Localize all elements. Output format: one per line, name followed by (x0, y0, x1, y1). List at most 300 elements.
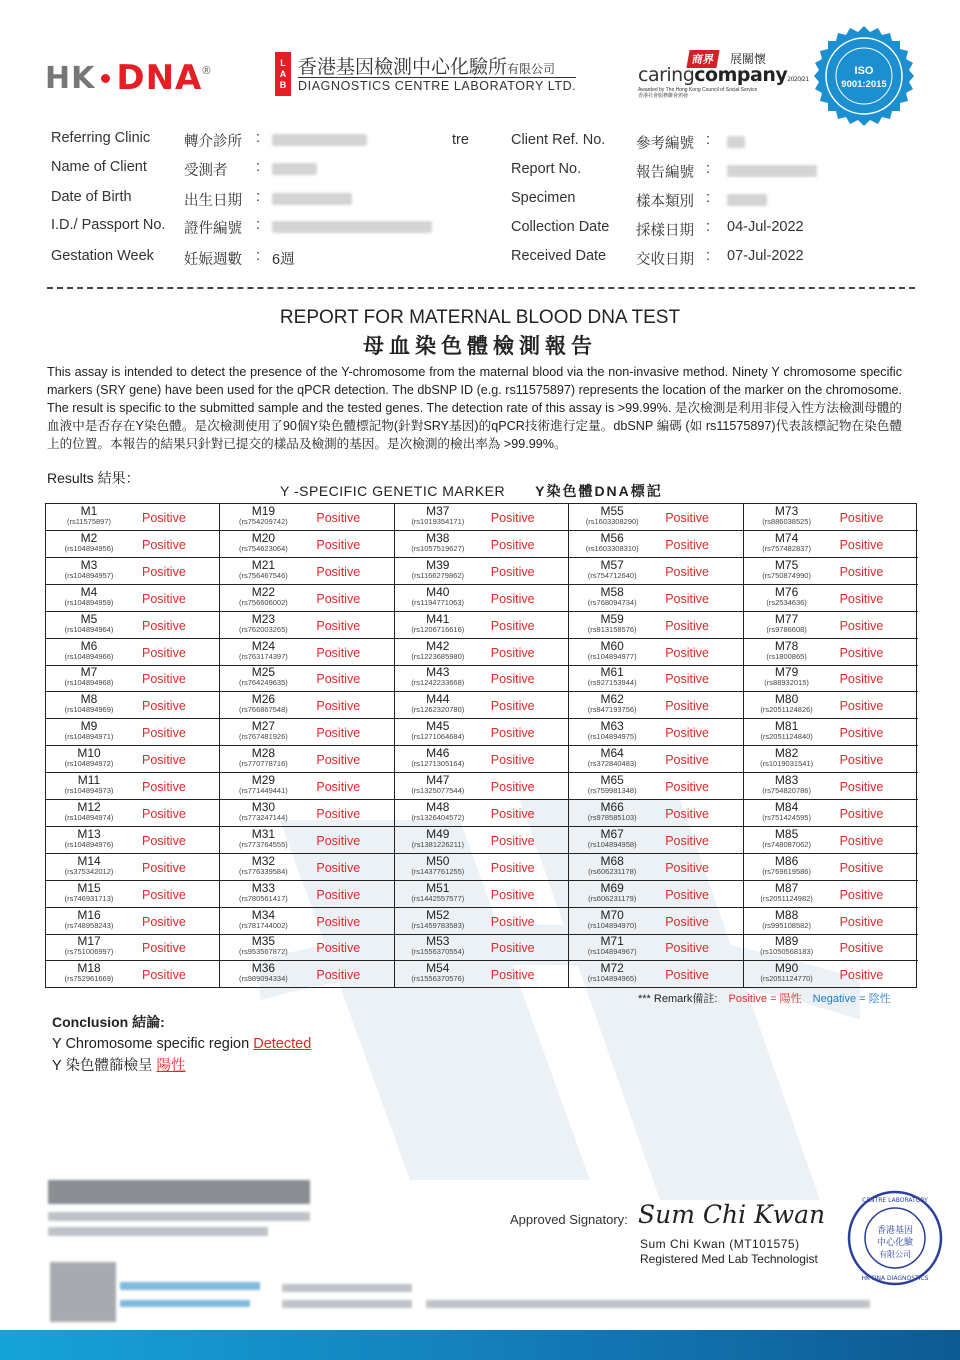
marker-dbsnp-id: (rs771449441) (238, 786, 288, 795)
marker-result: Positive (839, 726, 884, 741)
lab-tag-letter: A (279, 68, 287, 79)
received-date-value: 07-Jul-2022 (727, 248, 804, 264)
redacted-text (120, 1282, 260, 1290)
marker-id: M16 (77, 907, 101, 922)
marker-id: M28 (251, 746, 276, 761)
marker-cell (395, 773, 568, 800)
marker-result: Positive (665, 618, 709, 633)
marker-cell (569, 961, 742, 988)
marker-id: M24 (251, 638, 276, 653)
marker-id: M61 (600, 665, 624, 680)
marker-dbsnp-id: (rs759981348) (587, 786, 637, 795)
caring-badge: 商界 (686, 50, 719, 68)
lab-tag-letter: L (280, 57, 286, 68)
marker-id: M64 (600, 746, 624, 761)
marker-result: Positive (142, 591, 186, 606)
marker-dbsnp-id: (rs1271064684) (411, 732, 465, 742)
marker-result: Positive (316, 806, 361, 821)
marker-id: M53 (426, 934, 450, 949)
marker-dbsnp-id: (rs767481926) (238, 732, 288, 742)
marker-cell (744, 692, 918, 719)
marker-dbsnp-id: (rs757482837) (762, 543, 811, 553)
logo-dot (101, 74, 110, 83)
assay-description: This assay is intended to detect the presence of the Y-chromosome from the maternal blood via the non-invasive method. Ninety Y chromosome specific markers (SRY gene) have been used for the qPCR detection. The dbSNP ID (e.g. rs11575897) represents the location of the marker on the chromosome. The result is specific to the submitted sample and the tested genes. The detection rate of this assay is >99.99%. 是次檢測是利用非侵入性方法檢測母體的血液中是否存在Y染色體。是次檢測使用了90個Y染色體標記物(針對SRY基因)的qPCR技術進行定量。dbSNP 編碼 (如 rs11575897)代表該標記物在染色體上的位置。本報告的結果只針對已提交的樣品及檢測的基因。是次檢測的檢出率為 >99.99%。 (47, 365, 902, 451)
marker-result: Positive (142, 618, 186, 633)
marker-cell (569, 881, 742, 908)
marker-id: M42 (426, 638, 450, 653)
marker-result: Positive (665, 537, 709, 552)
label-cn: 採樣日期 (636, 223, 694, 239)
marker-dbsnp-id: (rs104894964) (64, 624, 114, 634)
lab-tag-letter: B (279, 79, 287, 90)
colon: : (256, 130, 261, 146)
marker-cell (220, 746, 393, 773)
marker-results-table (45, 503, 917, 988)
label-en: I.D./ Passport No. (51, 217, 166, 233)
caring-badge-text: 展關懷 (730, 52, 767, 66)
marker-id: M37 (426, 504, 450, 518)
marker-id: M88 (774, 907, 799, 922)
marker-result: Positive (665, 699, 709, 714)
marker-result: Positive (490, 537, 535, 552)
marker-cell (46, 827, 219, 854)
marker-result: Positive (839, 672, 884, 687)
marker-dbsnp-id: (rs104894965) (587, 974, 637, 984)
marker-result: Positive (839, 887, 884, 902)
marker-result: Positive (839, 564, 884, 579)
marker-dbsnp-id: (rs1223685980) (411, 651, 465, 661)
marker-dbsnp-id: (rs1057519627) (411, 543, 465, 553)
marker-cell (46, 800, 219, 827)
marker-cell (46, 773, 219, 800)
remark-positive: Positive = 陽性 (728, 993, 802, 1005)
marker-dbsnp-id: (rs372840483) (587, 759, 637, 769)
marker-cell (744, 719, 918, 746)
marker-dbsnp-id: (rs1459783583) (411, 920, 465, 930)
marker-id: M13 (77, 826, 101, 841)
marker-result: Positive (490, 645, 535, 660)
marker-cell (395, 612, 568, 639)
marker-dbsnp-id: (rs781744002) (238, 920, 288, 930)
marker-dbsnp-id: (rs2051124826) (760, 705, 813, 715)
marker-cell (395, 854, 568, 881)
marker-dbsnp-id: (rs754820786) (762, 786, 811, 795)
label-en: Date of Birth (51, 189, 132, 205)
marker-result: Positive (316, 941, 361, 956)
label-cn: 轉介診所 (184, 134, 242, 150)
marker-dbsnp-id: (rs773247144) (238, 812, 288, 822)
marker-dbsnp-id: (rs748958243) (64, 920, 114, 930)
marker-dbsnp-id: (rs1166279862) (411, 570, 464, 580)
marker-dbsnp-id: (rs1019354171) (411, 517, 465, 526)
marker-result: Positive (142, 699, 186, 714)
marker-cell (569, 746, 742, 773)
marker-cell (220, 773, 393, 800)
marker-id: M6 (80, 638, 98, 653)
marker-dbsnp-id: (rs953567872) (238, 947, 288, 957)
marker-cell (569, 908, 742, 935)
marker-result: Positive (316, 968, 361, 983)
marker-result: Positive (665, 780, 709, 794)
marker-cell (569, 558, 742, 585)
marker-id: M90 (774, 961, 799, 976)
marker-cell (395, 504, 568, 531)
marker-id: M22 (251, 584, 276, 599)
label-en: Name of Client (51, 159, 147, 175)
svg-text:CENTRE LABORATORY: CENTRE LABORATORY (862, 1197, 928, 1204)
marker-id: M35 (251, 934, 276, 949)
marker-dbsnp-id: (rs995108582) (762, 920, 811, 930)
conclusion-line-en: Y Chromosome specific region Detected (52, 1036, 312, 1052)
marker-dbsnp-id: (rs754209742) (238, 517, 288, 526)
marker-cell (46, 934, 219, 961)
marker-id: M8 (80, 692, 98, 707)
marker-result: Positive (490, 753, 535, 768)
marker-dbsnp-id: (rs1800865) (766, 651, 807, 661)
marker-cell (744, 773, 918, 800)
conclusion-line-cn: Y 染色體篩檢呈 陽性 (52, 1058, 186, 1074)
marker-dbsnp-id: (rs748087062) (762, 839, 811, 849)
marker-dbsnp-id: (rs104894977) (587, 651, 637, 661)
marker-result: Positive (142, 564, 186, 579)
caring-word: caringcompany2020/21 (638, 64, 809, 86)
colon: : (706, 161, 711, 177)
marker-cell (395, 719, 568, 746)
marker-id: M59 (600, 611, 624, 626)
label-en: Specimen (511, 190, 576, 206)
label-cn: 參考編號 (636, 136, 694, 152)
marker-result: Positive (142, 833, 186, 848)
marker-dbsnp-id: (rs104894976) (64, 839, 114, 849)
marker-id: M41 (426, 611, 450, 626)
marker-id: M29 (251, 773, 276, 787)
marker-id: M77 (774, 611, 799, 626)
redacted-text (282, 1284, 412, 1292)
marker-dbsnp-id: (rs104894972) (64, 759, 114, 769)
marker-id: M26 (251, 692, 276, 707)
marker-id: M23 (251, 611, 276, 626)
marker-result: Positive (316, 537, 361, 552)
label-en: Report No. (511, 161, 582, 177)
marker-header: Y -SPECIFIC GENETIC MARKER Y染色體DNA標記 (280, 483, 663, 499)
marker-dbsnp-id: (rs1325077544) (411, 786, 465, 795)
marker-id: M70 (600, 907, 624, 922)
iso-seal (812, 24, 916, 128)
redacted-text (120, 1300, 250, 1307)
marker-cell (744, 504, 918, 531)
marker-result: Positive (665, 511, 709, 525)
marker-result: Positive (665, 887, 709, 902)
marker-dbsnp-id: (rs762003265) (238, 624, 288, 634)
marker-dbsnp-id: (rs2051124982) (760, 893, 813, 903)
marker-result: Positive (142, 914, 186, 929)
marker-result: Positive (316, 887, 361, 902)
marker-dbsnp-id: (rs88932015) (764, 678, 809, 688)
marker-result: Positive (316, 833, 361, 848)
marker-cell (46, 558, 219, 585)
signatory-title: Registered Med Lab Technologist (640, 1252, 818, 1266)
marker-dbsnp-id: (rs769619586) (762, 866, 811, 876)
marker-result: Positive (665, 968, 709, 983)
marker-id: M74 (774, 530, 799, 545)
marker-cell (46, 746, 219, 773)
marker-result: Positive (490, 564, 535, 579)
marker-id: M34 (251, 907, 276, 922)
marker-cell (220, 934, 393, 961)
marker-result: Positive (142, 941, 186, 956)
marker-cell (220, 827, 393, 854)
marker-result: Positive (839, 591, 884, 606)
marker-id: M11 (77, 773, 101, 787)
marker-cell (46, 585, 219, 612)
marker-cell (744, 639, 918, 666)
marker-id: M75 (774, 557, 799, 572)
referring-clinic-tail: tre (452, 132, 469, 148)
marker-cell (569, 585, 742, 612)
marker-result: Positive (490, 887, 535, 902)
marker-id: M33 (251, 880, 276, 895)
redacted-value (272, 221, 432, 233)
marker-id: M51 (426, 880, 450, 895)
marker-result: Positive (142, 672, 186, 687)
marker-id: M82 (774, 746, 799, 761)
marker-cell (220, 908, 393, 935)
marker-cell (220, 531, 393, 558)
marker-cell (744, 854, 918, 881)
marker-id: M69 (600, 880, 624, 895)
marker-dbsnp-id: (rs780561417) (238, 893, 288, 903)
marker-result: Positive (839, 618, 884, 633)
marker-dbsnp-id: (rs104894970) (587, 920, 637, 930)
marker-cell (744, 746, 918, 773)
marker-result: Positive (316, 591, 361, 606)
marker-result: Positive (142, 753, 186, 768)
colon: : (706, 132, 711, 148)
marker-dbsnp-id: (rs1556370554) (411, 947, 465, 957)
redacted-text (282, 1300, 412, 1308)
marker-result: Positive (490, 618, 535, 633)
logo-dna-text: DNA (116, 58, 203, 98)
marker-id: M71 (600, 934, 624, 949)
label-en: Client Ref. No. (511, 132, 606, 148)
marker-dbsnp-id: (rs606231179) (588, 893, 637, 903)
marker-cell (395, 961, 568, 988)
marker-result: Positive (490, 780, 535, 794)
marker-dbsnp-id: (rs989094334) (238, 974, 288, 984)
marker-cell (46, 531, 219, 558)
marker-dbsnp-id: (rs927153944) (587, 678, 637, 688)
iso-line1: ISO (854, 65, 874, 77)
marker-dbsnp-id: (rs9786608) (766, 624, 807, 634)
marker-result: Positive (839, 511, 884, 525)
marker-column (220, 504, 394, 987)
marker-cell (744, 612, 918, 639)
marker-id: M52 (426, 907, 450, 922)
label-cn: 交收日期 (636, 252, 694, 268)
marker-dbsnp-id: (rs746931713) (64, 893, 114, 903)
marker-id: M48 (426, 799, 450, 814)
marker-id: M78 (774, 638, 799, 653)
registered-mark: ® (202, 65, 211, 77)
marker-id: M3 (80, 557, 98, 572)
marker-id: M15 (77, 880, 101, 895)
marker-dbsnp-id: (rs763174397) (238, 651, 288, 661)
redacted-text (48, 1212, 310, 1221)
redacted-value (727, 165, 817, 177)
marker-cell (569, 504, 742, 531)
marker-cell (220, 800, 393, 827)
marker-id: M73 (774, 504, 799, 518)
client-info (0, 126, 960, 276)
marker-dbsnp-id: (rs1381226211) (411, 839, 464, 849)
label-cn: 樣本類別 (636, 194, 694, 210)
marker-result: Positive (490, 941, 535, 956)
marker-dbsnp-id: (rs104894971) (64, 732, 114, 742)
marker-result: Positive (665, 833, 709, 848)
marker-result: Positive (665, 591, 709, 606)
iso-line2: 9001:2015 (841, 79, 887, 90)
marker-result: Positive (316, 780, 361, 794)
marker-dbsnp-id: (rs1019031541) (760, 759, 814, 769)
marker-dbsnp-id: (rs104894973) (64, 786, 114, 795)
marker-dbsnp-id: (rs104894966) (64, 651, 114, 661)
marker-id: M87 (774, 880, 799, 895)
marker-dbsnp-id: (rs104894956) (64, 543, 114, 553)
marker-id: M79 (774, 665, 799, 680)
marker-result: Positive (142, 511, 186, 525)
marker-id: M40 (426, 584, 450, 599)
marker-result: Positive (490, 968, 535, 983)
marker-cell (744, 558, 918, 585)
marker-cell (46, 639, 219, 666)
marker-dbsnp-id: (rs104894974) (64, 812, 114, 822)
dashed-divider (47, 287, 915, 289)
marker-dbsnp-id: (rs1326404572) (411, 812, 465, 822)
colon: : (256, 159, 261, 175)
marker-dbsnp-id: (rs773764555) (238, 839, 288, 849)
report-title-cn: 母血染色體檢測報告 (363, 335, 597, 358)
marker-dbsnp-id: (rs766867548) (238, 705, 288, 715)
marker-cell (569, 531, 742, 558)
marker-dbsnp-id: (rs2534636) (766, 597, 807, 607)
marker-cell (220, 504, 393, 531)
marker-result: Positive (665, 860, 709, 875)
caring-subtitle: Awarded by The Hong Kong Council of Social Service 香港社會服務聯會頒發 (638, 87, 758, 99)
redacted-text (48, 1227, 268, 1236)
marker-cell (744, 531, 918, 558)
marker-dbsnp-id: (rs776339584) (238, 866, 288, 876)
marker-dbsnp-id: (rs754623064) (238, 543, 288, 553)
marker-id: M81 (774, 719, 799, 734)
marker-result: Positive (839, 645, 884, 660)
results-label: Results 結果： (47, 470, 140, 486)
marker-id: M12 (77, 799, 101, 814)
marker-cell (395, 827, 568, 854)
marker-result: Positive (316, 511, 361, 525)
marker-cell (395, 881, 568, 908)
marker-dbsnp-id: (rs756606002) (238, 597, 288, 607)
marker-id: M30 (251, 799, 276, 814)
marker-dbsnp-id: (rs104894969) (64, 705, 114, 715)
lab-tag (275, 52, 291, 96)
company-name-cn: 香港基因檢測中心化驗所有限公司 (298, 57, 556, 78)
marker-dbsnp-id: (rs1262320780) (411, 705, 465, 715)
redacted-barcode (48, 1180, 310, 1204)
marker-result: Positive (839, 833, 884, 848)
marker-result: Positive (490, 833, 535, 848)
marker-dbsnp-id: (rs886038525) (762, 517, 811, 526)
company-stamp (845, 1188, 945, 1288)
marker-cell (395, 746, 568, 773)
marker-result: Positive (316, 564, 361, 579)
marker-id: M10 (77, 746, 101, 761)
marker-result: Positive (316, 672, 361, 687)
marker-result: Positive (839, 537, 884, 552)
marker-id: M32 (251, 853, 276, 868)
marker-id: M36 (251, 961, 276, 976)
marker-dbsnp-id: (rs104894967) (587, 947, 637, 957)
marker-cell (46, 961, 219, 988)
company-logo (45, 58, 210, 98)
remark-negative: Negative = 陰性 (812, 993, 891, 1005)
marker-cell (220, 639, 393, 666)
marker-result: Positive (839, 968, 884, 983)
marker-result: Positive (665, 672, 709, 687)
marker-result: Positive (839, 914, 884, 929)
marker-result: Positive (490, 914, 535, 929)
redacted-value (272, 163, 317, 175)
marker-result: Positive (839, 753, 884, 768)
marker-cell (395, 531, 568, 558)
marker-id: M89 (774, 934, 799, 949)
marker-cell (46, 881, 219, 908)
label-cn: 報告編號 (636, 165, 694, 181)
marker-result: Positive (316, 753, 361, 768)
marker-dbsnp-id: (rs751006997) (64, 947, 114, 957)
marker-dbsnp-id: (rs1603308290) (585, 517, 639, 526)
marker-cell (569, 719, 742, 746)
marker-result: Positive (490, 511, 535, 525)
marker-column (395, 504, 569, 987)
marker-id: M47 (426, 773, 450, 787)
marker-id: M38 (426, 530, 450, 545)
marker-result: Positive (316, 618, 361, 633)
redacted-qr-code (50, 1262, 116, 1322)
marker-column (744, 504, 918, 987)
marker-result: Positive (142, 780, 186, 794)
conclusion (52, 1011, 311, 1077)
marker-id: M17 (77, 934, 101, 949)
marker-result: Positive (490, 591, 535, 606)
marker-id: M9 (80, 719, 98, 734)
marker-result: Positive (142, 860, 186, 875)
marker-cell (395, 908, 568, 935)
marker-id: M19 (251, 504, 276, 518)
marker-result: Positive (316, 645, 361, 660)
marker-dbsnp-id: (rs756467546) (238, 570, 288, 580)
footer-band (0, 1330, 960, 1360)
marker-cell (46, 504, 219, 531)
marker-dbsnp-id: (rs1556370576) (411, 974, 465, 984)
marker-dbsnp-id: (rs768094734) (587, 597, 637, 607)
label-cn: 受測者 (184, 163, 228, 179)
marker-dbsnp-id: (rs764249635) (238, 678, 288, 688)
gestation-week-value: 6週 (272, 252, 295, 268)
marker-dbsnp-id: (rs1437761255) (411, 866, 465, 876)
marker-id: M72 (600, 961, 624, 976)
marker-result: Positive (142, 726, 186, 741)
marker-cell (46, 612, 219, 639)
